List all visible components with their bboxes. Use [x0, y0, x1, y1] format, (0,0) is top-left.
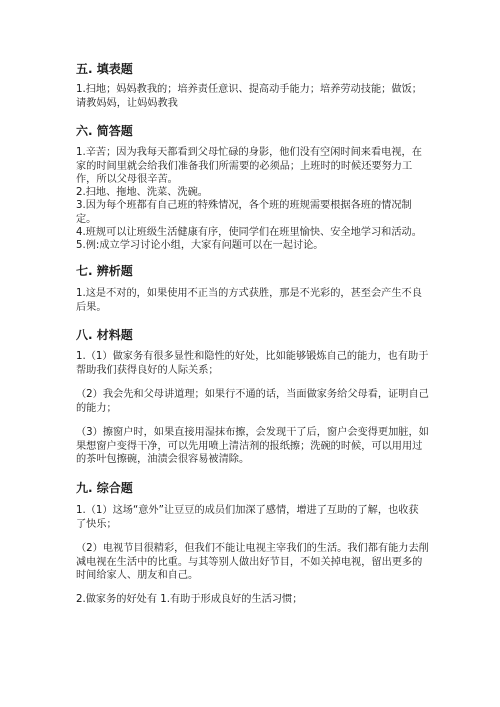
answer-paragraph — [76, 593, 432, 607]
text-line: 了快乐； — [76, 518, 117, 530]
text-line: 请教妈妈，让妈妈教我 — [76, 97, 178, 109]
answer-paragraph — [76, 426, 432, 467]
section-title-comprehensive: 九. 综合题 — [76, 481, 133, 495]
text-line: （3）擦窗户时，如果直接用湿抹布擦，会发现干了后，窗户会变得更加脏，如 — [76, 427, 429, 438]
answer-paragraph — [76, 504, 432, 531]
answer-paragraph — [76, 542, 432, 583]
text-line: （2）我会先和父母讲道理；如果行不通的话，当面做家务给父母看，证明自己 — [76, 389, 429, 400]
text-line: 1.这是不对的，如果使用不正当的方式获胜，那是不光彩的，甚至会产生不良 — [76, 288, 422, 299]
text-line: 作，所以父母很辛苦。 — [76, 174, 178, 185]
text-line: 的茶叶包擦碗，油渍会很容易被清除。 — [76, 454, 250, 465]
answer-paragraph — [76, 199, 432, 226]
text-line: 1.辛苦；因为我每天都看到父母忙碌的身影，他们没有空闲时间来看电视，在 — [76, 147, 422, 158]
text-line: 1.扫地；妈妈教我的；培养责任意识、提高动手能力；培养劳动技能；做饭； — [76, 84, 422, 95]
section-title-material: 八. 材料题 — [76, 328, 133, 342]
answer-paragraph — [76, 388, 432, 415]
text-line: 后果。 — [76, 301, 107, 313]
section-title-short-answer: 六. 简答题 — [76, 124, 133, 138]
answer-paragraph — [76, 146, 432, 187]
text-line: 2.扫地、拖地、洗菜、洗碗。 — [76, 187, 208, 198]
text-line: 家的时间里就会给我们准备我们所需要的必须品；上班时的时候还要努力工 — [76, 160, 413, 172]
text-line: 4.班规可以让班级生活健康有序，使同学们在班里愉快、安全地学习和活动。 — [76, 227, 422, 238]
answer-paragraph — [76, 239, 432, 253]
text-line: 5.例:成立学习讨论小组，大家有问题可以在一起讨论。 — [76, 240, 324, 251]
text-line: 的能力； — [76, 402, 117, 414]
text-line: 果想窗户变得干净，可以先用喷上清洁剂的报纸擦；洗碗的时候，可以用用过 — [76, 440, 423, 452]
text-line: 减电视在生活中的比重。与其等别人做出好节目，不如关掉电视，留出更多的 — [76, 556, 423, 568]
text-line: （2）电视节目很精彩，但我们不能让电视主宰我们的生活。我们都有能力去削 — [76, 543, 429, 554]
answer-paragraph — [76, 226, 432, 240]
text-line: 2.做家务的好处有 1.有助于形成良好的生活习惯； — [76, 594, 303, 605]
answer-paragraph — [76, 287, 432, 314]
answer-paragraph — [76, 83, 432, 110]
section-title-analysis: 七. 辨析题 — [76, 264, 133, 278]
answer-paragraph — [76, 186, 432, 200]
section-title-fill-table: 五. 填表题 — [76, 62, 133, 76]
text-line: 帮助我们获得良好的人际关系； — [76, 364, 219, 376]
text-line: 1.（1）这场“意外”让豆豆的成员们加深了感情，增进了互助的了解，也收获 — [76, 505, 419, 516]
answer-paragraph — [76, 350, 432, 377]
text-line: 3.因为每个班都有自己班的特殊情况，各个班的班规需要根据各班的情况制 — [76, 200, 412, 211]
text-line: 定。 — [76, 213, 97, 225]
text-line: 时间给家人、朋友和自己。 — [76, 570, 199, 581]
text-line: 1.（1）做家务有很多显性和隐性的好处，比如能够锻炼自己的能力，也有助于 — [76, 351, 429, 362]
